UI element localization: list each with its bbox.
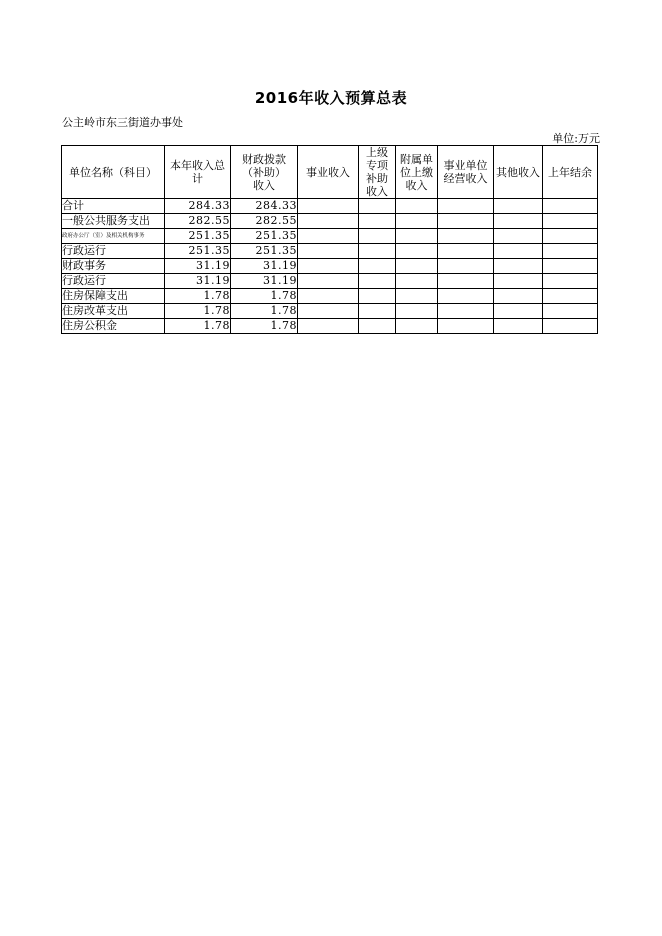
row-name: 一般公共服务支出 bbox=[62, 214, 165, 229]
row-fiscal: 251.35 bbox=[231, 244, 298, 259]
row-fiscal: 1.78 bbox=[231, 304, 298, 319]
header-fiscal-appropriation: 财政拨款（补助）收入 bbox=[231, 146, 298, 199]
header-superior-subsidy: 上级专项补助收入 bbox=[359, 146, 396, 199]
row-name: 住房公积金 bbox=[62, 319, 165, 334]
row-name: 住房保障支出 bbox=[62, 289, 165, 304]
row-fiscal: 31.19 bbox=[231, 274, 298, 289]
unit-label: 单位:万元 bbox=[552, 132, 600, 145]
table-row bbox=[62, 289, 598, 304]
row-total: 251.35 bbox=[165, 229, 231, 244]
table-header-row bbox=[62, 146, 598, 199]
row-fiscal: 1.78 bbox=[231, 289, 298, 304]
header-unit-name: 单位名称（科目） bbox=[62, 146, 165, 199]
budget-table bbox=[61, 145, 598, 334]
table-row bbox=[62, 214, 598, 229]
row-name: 政府办公厅（室）及相关机构事务 bbox=[62, 229, 165, 244]
row-fiscal: 251.35 bbox=[231, 229, 298, 244]
row-fiscal: 284.33 bbox=[231, 199, 298, 214]
row-name: 财政事务 bbox=[62, 259, 165, 274]
header-operating-income: 事业单位经营收入 bbox=[438, 146, 494, 199]
table-row bbox=[62, 244, 598, 259]
header-affiliated-income: 附属单位上缴收入 bbox=[396, 146, 438, 199]
header-prior-balance: 上年结余 bbox=[543, 146, 598, 199]
row-total: 284.33 bbox=[165, 199, 231, 214]
row-name: 行政运行 bbox=[62, 244, 165, 259]
row-total: 31.19 bbox=[165, 259, 231, 274]
row-name: 行政运行 bbox=[62, 274, 165, 289]
header-total-income: 本年收入总计 bbox=[165, 146, 231, 199]
row-fiscal: 282.55 bbox=[231, 214, 298, 229]
table-row bbox=[62, 274, 598, 289]
table-row bbox=[62, 259, 598, 274]
organization-name: 公主岭市东三街道办事处 bbox=[62, 116, 183, 129]
row-total: 1.78 bbox=[165, 304, 231, 319]
header-other-income: 其他收入 bbox=[494, 146, 543, 199]
row-name: 合计 bbox=[62, 199, 165, 214]
table-row bbox=[62, 319, 598, 334]
row-total: 282.55 bbox=[165, 214, 231, 229]
row-fiscal: 31.19 bbox=[231, 259, 298, 274]
row-total: 1.78 bbox=[165, 319, 231, 334]
table-row bbox=[62, 304, 598, 319]
row-fiscal: 1.78 bbox=[231, 319, 298, 334]
table-row bbox=[62, 199, 598, 214]
table-row bbox=[62, 229, 598, 244]
row-total: 31.19 bbox=[165, 274, 231, 289]
row-total: 1.78 bbox=[165, 289, 231, 304]
row-name: 住房改革支出 bbox=[62, 304, 165, 319]
header-business-income: 事业收入 bbox=[298, 146, 359, 199]
row-total: 251.35 bbox=[165, 244, 231, 259]
page-title: 2016年收入预算总表 bbox=[254, 89, 408, 107]
